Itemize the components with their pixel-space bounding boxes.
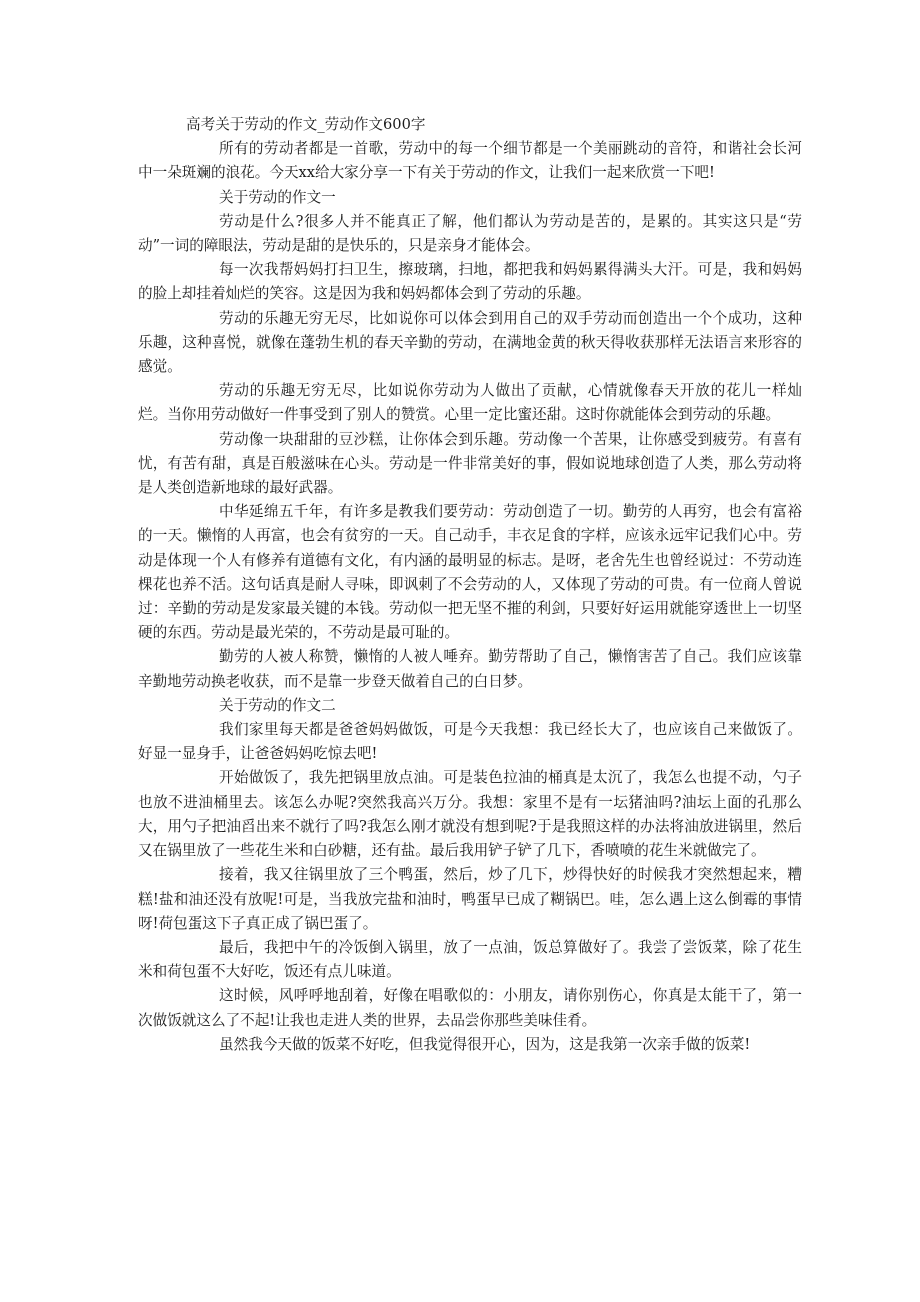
section-essay-two	[138, 694, 802, 1057]
paragraph: 中华延绵五千年，有许多是教我们要劳动：劳动创造了一切。勤劳的人再穷，也会有富裕的一天。懒惰的人再富，也会有贫穷的一天。自己动手，丰衣足食的字样，应该永远牢记我们心中。劳动是体现一个人有修养有道德有文化，有内涵的最明显的标志。是呀，老舍先生也曾经说过：不劳动连棵花也养不活。这句话真是耐人寻味，即讽刺了不会劳动的人，又体现了劳动的可贵。有一位商人曾说过：辛勤的劳动是发家最关键的本钱。劳动似一把无坚不摧的利剑，只要好好运用就能穿透世上一切坚硬的东西。劳动是最光荣的，不劳动是最可耻的。	[138, 503, 802, 642]
section-essay-one	[138, 186, 802, 694]
paragraph: 劳动像一块甜甜的豆沙糕，让你体会到乐趣。劳动像一个苦果，让你感受到疲劳。有喜有忧，有苦有甜，真是百般滋味在心头。劳动是一件非常美好的事，假如说地球创造了人类，那么劳动将是人类创造新地球的最好武器。	[138, 430, 802, 497]
paragraph: 开始做饭了，我先把锅里放点油。可是装色拉油的桶真是太沉了，我怎么也提不动，勺子也放不进油桶里去。该怎么办呢?突然我高兴万分。我想：家里不是有一坛猪油吗?油坛上面的孔那么大，用勺子把油舀出来不就行了吗?我怎么刚才就没有想到呢?于是我照这样的办法将油放进锅里，然后又在锅里放了一些花生米和白砂糖，还有盐。最后我用铲子铲了几下，香喷喷的花生米就做完了。	[138, 769, 802, 860]
paragraph: 最后，我把中午的冷饭倒入锅里，放了一点油，饭总算做好了。我尝了尝饭菜，除了花生米和荷包蛋不大好吃，饭还有点儿味道。	[138, 938, 802, 981]
paragraph: 劳动的乐趣无穷无尽，比如说你可以体会到用自己的双手劳动而创造出一个个成功，这种乐趣，这种喜悦，就像在蓬勃生机的春天辛勤的劳动，在满地金黄的秋天得收获那样无法语言来形容的感觉。	[138, 309, 802, 376]
intro-paragraph: 所有的劳动者都是一首歌，劳动中的每一个细节都是一个美丽跳动的音符，和谐社会长河中一朵斑斓的浪花。今天xx给大家分享一下有关于劳动的作文，让我们一起来欣赏一下吧!	[138, 140, 802, 182]
paragraph: 劳动的乐趣无穷无尽，比如说你劳动为人做出了贡献，心情就像春天开放的花儿一样灿烂。当你用劳动做好一件事受到了别人的赞赏。心里一定比蜜还甜。这时你就能体会到劳动的乐趣。	[138, 382, 802, 424]
paragraph: 我们家里每天都是爸爸妈妈做饭，可是今天我想：我已经长大了，也应该自己来做饭了。好显一显身手，让爸爸妈妈吃惊去吧!	[138, 721, 802, 763]
section-heading: 关于劳动的作文一	[219, 188, 336, 206]
paragraph: 每一次我帮妈妈打扫卫生，擦玻璃，扫地，都把我和妈妈累得满头大汗。可是，我和妈妈的脸上却挂着灿烂的笑容。这是因为我和妈妈都体会到了劳动的乐趣。	[138, 261, 802, 303]
document-body	[138, 113, 802, 1057]
page-title: 高考关于劳动的作文_劳动作文600字	[186, 116, 426, 133]
paragraph: 勤劳的人被人称赞，懒惰的人被人唾弃。勤劳帮助了自己，懒惰害苦了自己。我们应该靠辛勤地劳动换老收获，而不是靠一步登天做着自己的白日梦。	[138, 648, 802, 690]
paragraph: 这时候，风呼呼地刮着，好像在唱歌似的：小朋友，请你别伤心，你真是太能干了，第一次做饭就这么了不起!让我也走进人类的世界，去品尝你那些美味佳肴。	[138, 987, 802, 1029]
paragraph: 接着，我又往锅里放了三个鸭蛋，然后，炒了几下，炒得快好的时候我才突然想起来，糟糕!盐和油还没有放呢!可是，当我放完盐和油时，鸭蛋早已成了糊锅巴。哇，怎么遇上这么倒霉的事情呀!荷包蛋这下子真正成了锅巴蛋了。	[138, 866, 802, 932]
section-heading: 关于劳动的作文二	[219, 696, 336, 714]
paragraph: 劳动是什么?很多人并不能真正了解，他们都认为劳动是苦的，是累的。其实这只是“劳动”一词的障眼法，劳动是甜的是快乐的，只是亲身才能体会。	[138, 212, 802, 255]
paragraph: 虽然我今天做的饭菜不好吃，但我觉得很开心，因为，这是我第一次亲手做的饭菜!	[219, 1035, 751, 1053]
